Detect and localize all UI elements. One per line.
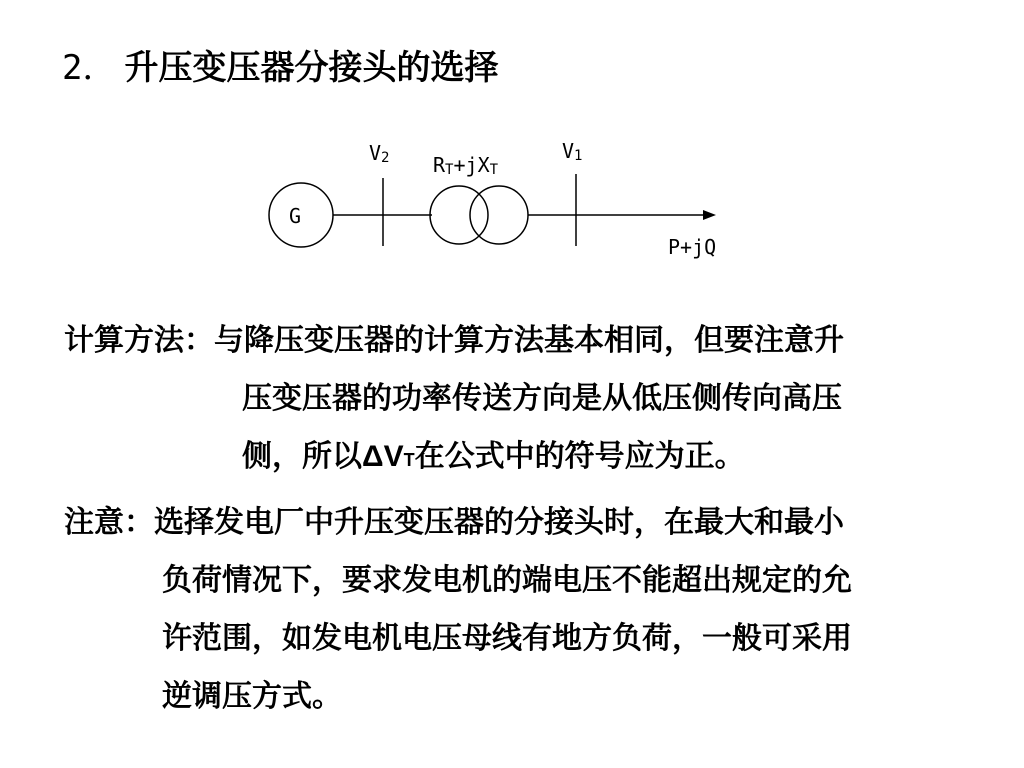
note-line-3: [64, 610, 852, 668]
note-line-1: [64, 494, 852, 552]
note-text-3: 许范围，如发电机电压母线有地方负荷，一般可采用: [162, 621, 852, 656]
delta-vt-symbol: ΔVT: [362, 440, 415, 473]
circuit-diagram: [0, 0, 1024, 300]
load-label: P+jQ: [668, 235, 717, 259]
note-label: 注意：: [64, 505, 154, 540]
note-line-2: [64, 552, 852, 610]
note-text-2: 负荷情况下，要求发电机的端电压不能超出规定的允: [162, 563, 852, 598]
calc-text-3-pre: 侧，所以: [242, 439, 362, 474]
calc-label: 计算方法：: [64, 323, 214, 358]
note-line-4: [64, 668, 852, 726]
impedance-label: RT+jXT: [433, 153, 499, 178]
note-text-1: 选择发电厂中升压变压器的分接头时，在最大和最小: [154, 505, 844, 540]
calc-line-3: [64, 428, 844, 486]
transformer-winding-2: [470, 186, 528, 244]
generator-label: G: [289, 204, 302, 228]
calc-text-1: 与降压变压器的计算方法基本相同，但要注意升: [214, 323, 844, 358]
note-text-4: 逆调压方式。: [162, 679, 342, 714]
calc-line-2: [64, 370, 844, 428]
note-paragraph: [64, 494, 852, 726]
bus-v2-label: V2: [369, 141, 390, 166]
power-flow-arrowhead: [703, 210, 716, 220]
title-number: 2．: [62, 48, 117, 88]
calc-line-1: [64, 312, 844, 370]
calc-text-3-post: 在公式中的符号应为正。: [414, 439, 745, 474]
calc-text-2: 压变压器的功率传送方向是从低压侧传向高压: [242, 381, 842, 416]
bus-v1-label: V1: [562, 139, 583, 164]
calc-method-paragraph: [64, 312, 844, 486]
title-text: 升压变压器分接头的选择: [124, 48, 499, 88]
